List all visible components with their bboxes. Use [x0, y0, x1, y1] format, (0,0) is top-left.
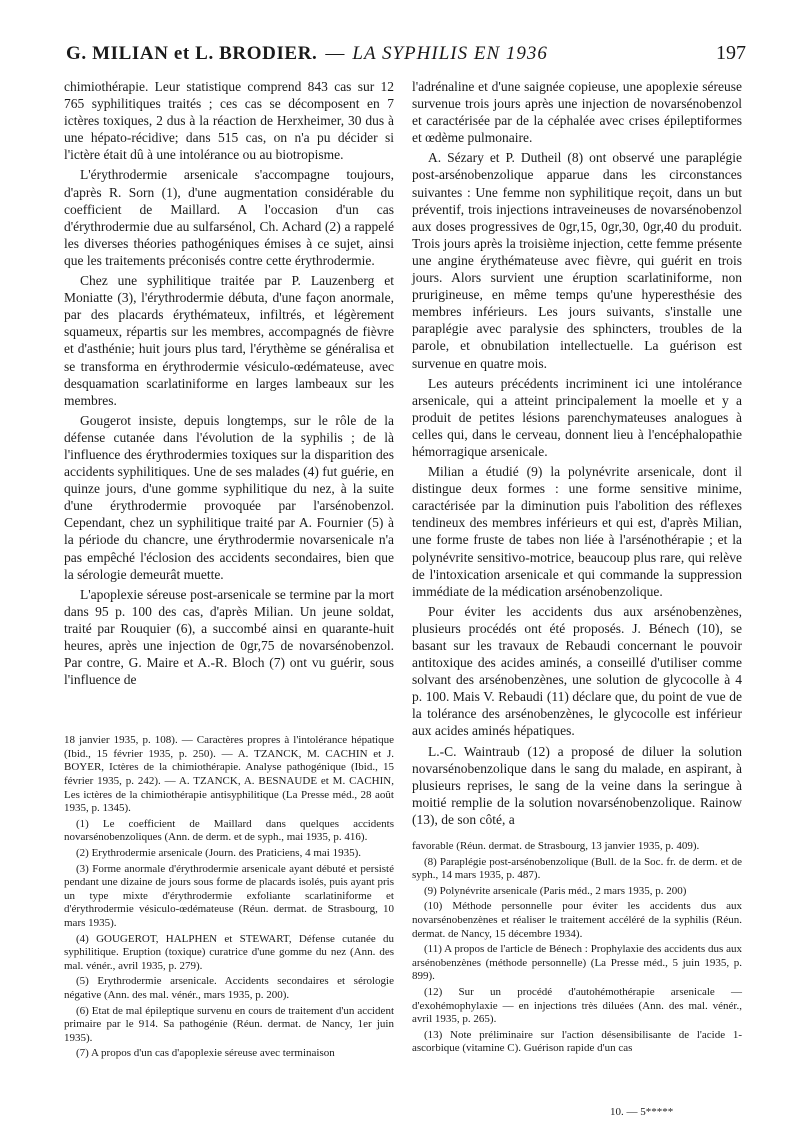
right-footnotes	[412, 840, 742, 1056]
footnote: (7) A propos d'un cas d'apoplexie séreuse avec terminaison	[76, 1047, 335, 1060]
footnote: (5) Erythrodermie arsenicale. Accidents secondaires et sérologie négative (Ann. des mal. vénér., mars 1935, p. 200).	[64, 975, 394, 1001]
footnote: (12) Sur un procédé d'autohémothérapie arsenicale — d'exohémophylaxie — en injections très diluées (Ann. des mal. vénér., avril 1935, p. 265).	[412, 985, 742, 1026]
body-paragraph: chimiothérapie. Leur statistique comprend 843 cas sur 12 765 syphilitiques traités ; ces cas se décomposent en 7 ictères toxiques, 2 dus à la réaction de Herxheimer, 30 dus à une hépato-récidive; dans 515 cas, on n'a pu décider si l'ictère était dû à une intolérance ou au biotropisme.	[64, 79, 394, 163]
body-paragraph: Chez une syphilitique traitée par P. Lauzenberg et Moniatte (3), l'érythrodermie débuta, d'une façon anormale, par des placards érythémateux, infiltrés, et légèrement squameux, répartis sur les membres, accompagnés de fièvre et d'asthénie; huit jours plus tard, l'érythème se généralisa et se transforma en érythrodermie vésiculo-œdémateuse, avec desquamation scarlatiniforme en larges lambeaux sur les membres.	[64, 273, 394, 408]
header-dash: —	[325, 43, 345, 64]
footnote: favorable (Réun. dermat. de Strasbourg, 13 janvier 1935, p. 409).	[412, 840, 700, 853]
footnote: (1) Le coefficient de Maillard dans quelques accidents novarsénobenzoliques (Ann. de derm. et de syph., mai 1935, p. 416).	[64, 817, 394, 844]
body-paragraph: l'adrénaline et d'une saignée copieuse, une apoplexie séreuse survenue trois jours après une injection de novarsénobenzol et caractérisée par de la céphalée avec crises épileptiformes et œdème pulmonaire.	[412, 79, 742, 146]
body-paragraph: L.-C. Waintraub (12) a proposé de diluer la solution novarsénobenzolique dans le sang du malade, en aspirant, à plusieurs reprises, le sang de la veine dans la seringue à moitié remplie de la solution novarsénobenzolique. Rainow (13), de son côté, a	[412, 743, 742, 827]
footnote: (6) Etat de mal épileptique survenu en cours de traitement d'un accident primaire par le 914. Sa pathogénie (Réun. dermat. de Nancy, 1er juin 1935).	[64, 1004, 394, 1044]
header-title: LA SYPHILIS EN 1936	[352, 43, 548, 64]
body-paragraph: Pour éviter les accidents dus aux arsénobenzènes, plusieurs procédés ont été proposés. J. Bénech (10), se basant sur les travaux de Rebaudi concernant le pouvoir antitoxique des acides aminés, a conseillé d'utiliser comme solvant des arsénobenzènes, une solution de glycocolle à 4 p. 100. Mais V. Rebaudi (11) déclare que, du point de vue de la tolérance des arsénobenzènes, le glycocolle est inférieur aux acides aminés hépatiques.	[412, 603, 742, 739]
footnote: (3) Forme anormale d'érythrodermie arsenicale ayant débuté et persisté pendant une dizaine de jours sous forme de placards isolés, puis ayant pris un type mixte d'érythrodermie exfoliante scarlatiniforme et d'érythrodermie vésiculo-œdémateuse (Réun. dermat. de Strasbourg, 10 mars 1935).	[64, 862, 394, 929]
body-paragraph: L'apoplexie séreuse post-arsenicale se termine par la mort dans 95 p. 100 des cas, d'après Milian. Un jeune soldat, traité par Rouquier (6), a succombé ainsi en quarante-huit heures, après une injection de 0gr,75 de novarsénobenzol. Par contre, G. Maire et A.-R. Bloch (7) ont vu guérir, sous l'influence de	[64, 586, 394, 688]
footnote: 18 janvier 1935, p. 108). — Caractères propres à l'intolérance hépatique (Ibid., 15 février 1935, p. 250). — A. TZANCK, M. CACHIN et J. BOYER, Ictères de la chimiothérapie. Analyse pathogénique (Ibid., 15 février 1935, p. 242). — A. TZANCK, A. BESNAUDE et M. CACHIN, Les ictères de la chimiothérapie antisyphilitique (La Presse méd., 28 août 1935, p. 1345).	[64, 734, 394, 815]
footnote: (10) Méthode personnelle pour éviter les accidents dus aux novarsénobenzènes et réaliser le traitement accéléré de la syphilis (Réun. dermat. de Nancy, 15 décembre 1934).	[412, 900, 742, 940]
header-authors: G. MILIAN et L. BRODIER.	[66, 43, 318, 64]
footnote: (11) A propos de l'article de Bénech : Prophylaxie des accidents dus aux arsénobenzènes (méthode personnelle) (La Presse méd., 5 juin 1935, p. 899).	[412, 943, 742, 983]
footnote: (4) GOUGEROT, HALPHEN et STEWART, Défense cutanée du syphilitique. Eruption (toxique) curatrice d'une gomme du nez (Ann. des mal. vénér., avril 1935, p. 279).	[64, 932, 394, 972]
body-paragraph: Milian a étudié (9) la polynévrite arsenicale, dont il distingue deux formes : une forme sensitive minime, caractérisée par la diminution puis l'abolition des réflexes tendineux des membres inférieurs et qui est, d'après Milian, une forme fruste de tabes non liée à l'arsénothérapie ; et la polynévrite sensitivo-motrice, beaucoup plus rare, qui relève de l'intoxication arsenicale et qui commande la suppression immédiate de la médication arsénobenzolique.	[412, 464, 742, 599]
right-column	[412, 78, 742, 1056]
right-body	[412, 78, 742, 828]
footnote: (8) Paraplégie post-arsénobenzolique (Bull. de la Soc. fr. de derm. et de syph., 14 mars 1935, p. 487).	[412, 855, 742, 882]
body-paragraph: L'érythrodermie arsenicale s'accompagne toujours, d'après R. Sorn (1), d'une augmentation considérable du coefficient de Maillard. A l'occasion d'un cas d'érythrodermie due au sulfarsénol, Ch. Achard (2) a rappelé les diverses théories pathogéniques émises à ce sujet, ainsi que les traitements préconisés contre cette érythrodermie.	[64, 167, 394, 268]
left-footnotes	[64, 734, 394, 1061]
body-paragraph: A. Sézary et P. Dutheil (8) ont observé une paraplégie post-arsénobenzolique apparue dans les circonstances suivantes : Une femme non syphilitique reçoit, dans un but préventif, trois injections intraveineuses de novarsénobenzol aux doses progressives de 0gr,15, 0gr,30, 0gr,40 du produit. Trois jours après la troisième injection, cette femme présente une angine érythémateuse avec fièvre, qui guérit en trois jours. Alors survient une éruption scarlatiniforme, non prurigineuse, en même temps qu'une hyperesthésie des membres inférieurs. Les jours suivants, s'installe une paraplégie avec paralysie des sphincters, troubles de la parole, et obnubilation intellectuelle. La guérison est survenue en quatre mois.	[412, 150, 742, 371]
footnote: (13) Note préliminaire sur l'action désensibilisante de l'acide 1-ascorbique (vitamine C). Guérison rapide d'un cas	[412, 1028, 742, 1055]
footnote: (2) Erythrodermie arsenicale (Journ. des Praticiens, 4 mai 1935).	[76, 847, 361, 860]
footnote: (9) Polynévrite arsenicale (Paris méd., 2 mars 1935, p. 200)	[424, 884, 687, 897]
body-paragraph: Gougerot insiste, depuis longtemps, sur le rôle de la défense cutanée dans l'évolution de la syphilis ; de là l'influence des érythrodermies toxiques sur la disparition des accidents syphilitiques. Une de ses malades (4) fut guérie, en quinze jours, d'une gomme syphilitique du nez, à la suite d'une érythrodermie provoquée par l'arsénobenzol. Cependant, chez un syphilitique traité par A. Fournier (5) à la période du chancre, une érythrodermie novarsenicale n'a pas empêché l'éclosion des accidents secondaires, bien que la sérologie demeurât muette.	[64, 412, 394, 582]
running-header	[66, 42, 746, 76]
body-paragraph: Les auteurs précédents incriminent ici une intolérance arsenicale, qui a atteint principalement la moelle et y a produit de petites lésions parenchymateuses analogues à celles qui, dans le cerveau, donnent lieu à l'encéphalopathie hémorragique arsenicale.	[412, 375, 742, 459]
page-number: 197	[716, 42, 746, 64]
signature-mark: 10. — 5*****	[610, 1106, 674, 1118]
left-body	[64, 78, 394, 688]
left-column	[64, 78, 394, 1061]
